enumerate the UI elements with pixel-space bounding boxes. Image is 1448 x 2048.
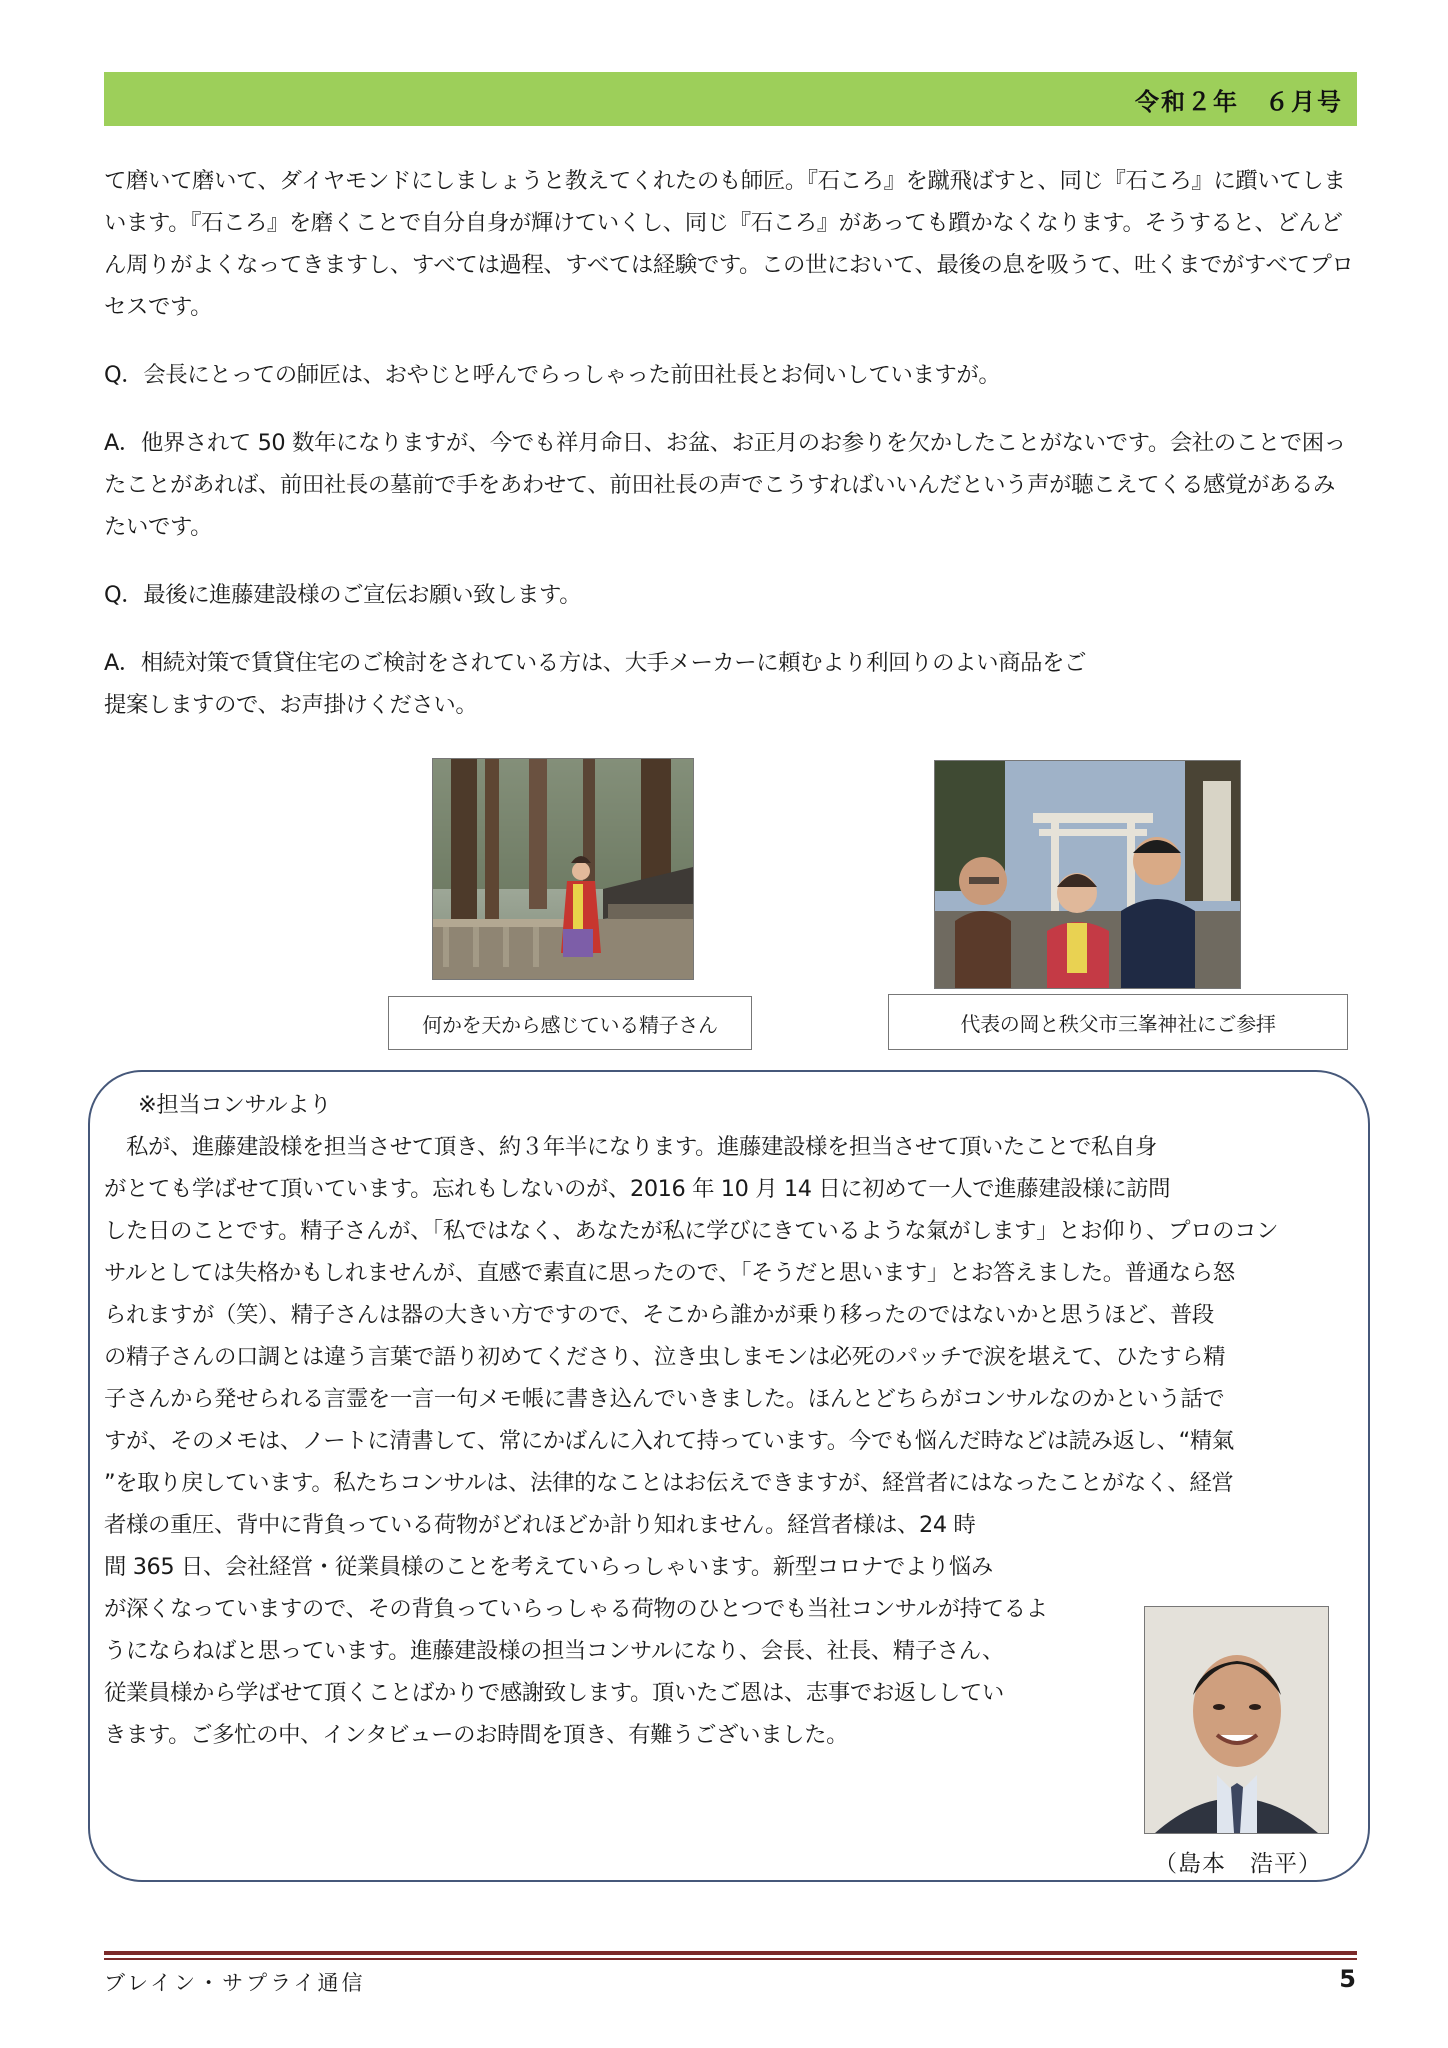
header-bar — [104, 72, 1357, 126]
consult-line: がとても学ばせて頂いています。忘れもしないのが、2016 年 10 月 14 日に初めて一人で進藤建設様に訪問 — [104, 1176, 1171, 1202]
consult-line: うにならねばと思っています。進藤建設様の担当コンサルになり、会長、社長、精子さん、 — [104, 1638, 1005, 1664]
consult-line: が深くなっていますので、その背負っていらっしゃる荷物のひとつでも当社コンサルが持てるよ — [104, 1596, 1048, 1622]
consult-line: 子さんから発せられる言霊を一言一句メモ帳に書き込んでいきました。ほんとどちらがコンサルなのかという話で — [104, 1386, 1225, 1412]
consult-line: ”を取り戻しています。私たちコンサルは、法律的なことはお伝えできますが、経営者にはなったことがなく、経営 — [104, 1470, 1234, 1496]
shrine-photo — [934, 760, 1241, 989]
paragraph: て磨いて磨いて、ダイヤモンドにしましょうと教えてくれたのも師匠。『石ころ』を蹴飛ばすと、同じ『石ころ』に躓いてしまいます。『石ころ』を磨くことで自分自身が輝けていくし、同じ『石ころ』があっても躓かなくなります。そうすると、どんどん周りがよくなってきますし、すべては過程、すべては経験です。この世において、最後の息を吸うて、吐くまでがすべてプロセスです。 — [104, 168, 1354, 320]
portrait-image — [1145, 1607, 1328, 1833]
consult-line: 従業員様から学ばせて頂くことばかりで感謝致します。頂いたご恩は、志事でお返ししてい — [104, 1680, 1004, 1706]
consult-line: した日のことです。精子さんが、「私ではなく、あなたが私に学びにきているような氣がします」とお仰り、プロのコン — [104, 1218, 1279, 1244]
newsletter-title: ブレイン・サプライ通信 — [104, 1971, 366, 1995]
consultant-signature: （島本 浩平） — [1154, 1851, 1322, 1877]
footer-rule-thin — [104, 1958, 1357, 1960]
forest-photo — [432, 758, 694, 980]
question: Q．最後に進藤建設様のご宣伝お願い致します。 — [104, 582, 582, 608]
consult-line: 私が、進藤建設様を担当させて頂き、約３年半になります。進藤建設様を担当させて頂いたことで私自身 — [104, 1134, 1157, 1160]
shrine-photo-image — [935, 761, 1240, 988]
question: Q．会長にとっての師匠は、おやじと呼んでらっしゃった前田社長とお伺いしていますが。 — [104, 362, 1001, 388]
answer: A．相続対策で賃貸住宅のご検討をされている方は、大手メーカーに頼むより利回りのよい商品をご提案しますので、お声掛けください。 — [104, 650, 1087, 718]
issue-label: 令和２年 ６月号 — [1135, 88, 1343, 116]
forest-photo-image — [433, 759, 693, 979]
page-number: 5 — [1339, 1965, 1356, 1993]
consultant-portrait — [1144, 1606, 1329, 1834]
footer-rule-thick — [104, 1951, 1357, 1955]
consult-line: すが、そのメモは、ノートに清書して、常にかばんに入れて持っています。今でも悩んだ時などは読み返し、“精氣 — [104, 1428, 1234, 1454]
photo2-caption: 代表の岡と秩父市三峯神社にご参拝 — [888, 994, 1348, 1050]
answer: A．他界されて 50 数年になりますが、今でも祥月命日、お盆、お正月のお参りを欠かしたことがないです。会社のことで困ったことがあれば、前田社長の墓前で手をあわせて、前田社長の声でこうすればいいんだという声が聴こえてくる感覚があるみたいです。 — [104, 430, 1346, 540]
article-body — [104, 160, 1356, 726]
consult-line: られますが（笑）、精子さんは器の大きい方ですので、そこから誰かが乗り移ったのではないかと思うほど、普段 — [104, 1302, 1214, 1328]
consult-line: サルとしては失格かもしれませんが、直感で素直に思ったので、「そうだと思います」とお答えました。普通なら怒 — [104, 1260, 1235, 1286]
consult-line: 間 365 日、会社経営・従業員様のことを考えていらっしゃいます。新型コロナでより悩み — [104, 1554, 993, 1580]
consult-line: きます。ご多忙の中、インタビューのお時間を頂き、有難うございました。 — [104, 1722, 849, 1748]
photo1-caption: 何かを天から感じている精子さん — [388, 996, 752, 1050]
consult-line: の精子さんの口調とは違う言葉で語り初めてくださり、泣き虫しまモンは必死のパッチで涙を堪えて、ひたすら精 — [104, 1344, 1226, 1370]
consult-line: 者様の重圧、背中に背負っている荷物がどれほどか計り知れません。経営者様は、24 時 — [104, 1512, 976, 1538]
consultant-heading: ※担当コンサルより — [138, 1092, 332, 1118]
